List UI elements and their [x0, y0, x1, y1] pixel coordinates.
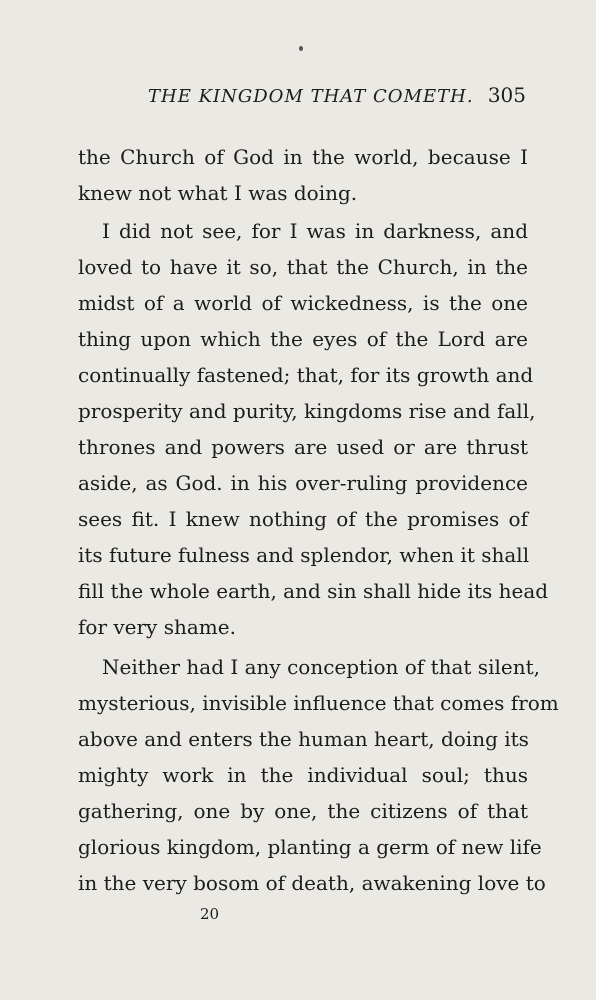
- text-line: Neither had I any conception of that silent,: [102, 655, 540, 679]
- text-line: loved to have it so, that the Church, in the: [78, 255, 528, 279]
- text-line: knew not what I was doing.: [78, 181, 358, 205]
- text-line: continually fastened; that, for its growth and: [78, 363, 534, 387]
- text-line: its future fulness and splendor, when it shall: [78, 543, 530, 567]
- page-number: 305: [487, 83, 526, 107]
- text-line: prosperity and purity, kingdoms rise and fall,: [78, 399, 536, 423]
- text-line: thrones and powers are used or are thrust: [78, 435, 528, 459]
- signature-mark: 20: [200, 905, 220, 923]
- ink-speck: [299, 46, 303, 51]
- text-line: mysterious, invisible influence that comes from: [78, 691, 559, 715]
- text-line: glorious kingdom, planting a germ of new life: [78, 835, 542, 859]
- text-line: I did not see, for I was in darkness, and: [102, 219, 528, 243]
- text-line: the Church of God in the world, because I: [78, 145, 528, 169]
- text-line: fill the whole earth, and sin shall hide its head: [78, 579, 549, 603]
- text-line: midst of a world of wickedness, is the one: [78, 291, 528, 315]
- text-line: above and enters the human heart, doing its: [78, 727, 529, 751]
- text-line: in the very bosom of death, awakening love to: [78, 871, 546, 895]
- text-line: sees fit. I knew nothing of the promises of: [78, 507, 528, 531]
- running-title: THE KINGDOM THAT COMETH.: [148, 86, 474, 107]
- text-line: thing upon which the eyes of the Lord are: [78, 327, 528, 351]
- text-line: gathering, one by one, the citizens of that: [78, 799, 528, 823]
- text-line: for very shame.: [78, 615, 236, 639]
- text-line: mighty work in the individual soul; thus: [78, 763, 528, 787]
- text-line: aside, as God. in his over-ruling providence: [78, 471, 528, 495]
